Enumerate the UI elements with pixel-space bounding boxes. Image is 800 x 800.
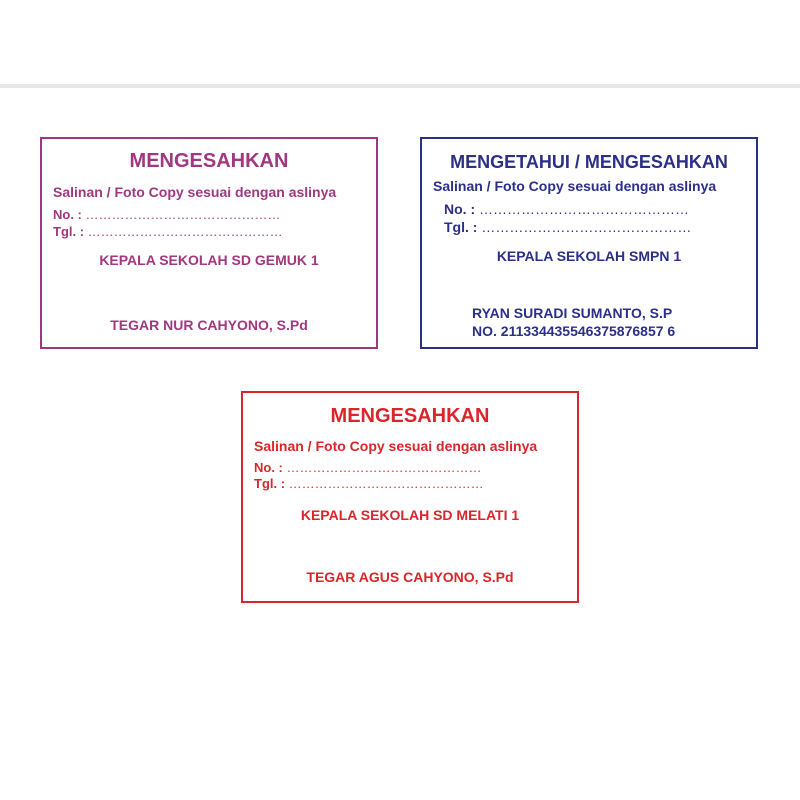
stamp-organization: KEPALA SEKOLAH SD GEMUK 1: [99, 252, 319, 268]
stamp-subtitle: Salinan / Foto Copy sesuai dengan aslinya: [254, 438, 538, 454]
tgl-label: Tgl. :: [254, 476, 289, 491]
stamp-organization: KEPALA SEKOLAH SD MELATI 1: [300, 507, 520, 523]
stamp-title: MENGETAHUI / MENGESAHKAN: [450, 152, 728, 172]
tgl-label: Tgl. :: [53, 224, 88, 239]
stamp-organization: KEPALA SEKOLAH SMPN 1: [496, 248, 682, 264]
no-dots: ………………………………………: [479, 201, 689, 217]
stamp-signer-name: TEGAR AGUS CAHYONO, S.Pd: [306, 569, 514, 585]
stamp-red: [241, 391, 579, 603]
no-label: No. :: [254, 460, 287, 475]
stamp-no-field: [53, 208, 281, 221]
stamp-no-field: [444, 202, 689, 216]
stamp-subtitle: Salinan / Foto Copy sesuai dengan aslinya: [433, 178, 717, 194]
tgl-dots: ………………………………………: [87, 224, 283, 239]
stamp-tgl-field: [254, 477, 484, 490]
tgl-dots: ………………………………………: [481, 219, 692, 235]
stamp-title: MENGESAHKAN: [330, 405, 490, 427]
tgl-label: Tgl. :: [444, 219, 482, 235]
no-dots: ………………………………………: [286, 460, 482, 475]
stamp-signer-number: NO. 211334435546375876857 6: [472, 323, 676, 339]
stamp-signer-name: RYAN SURADI SUMANTO, S.P: [472, 305, 673, 321]
stamp-blue: [420, 137, 758, 349]
tgl-dots: ………………………………………: [288, 476, 484, 491]
stamp-tgl-field: [444, 220, 691, 234]
stamp-tgl-field: [53, 225, 283, 238]
stamp-title: MENGESAHKAN: [129, 150, 289, 172]
stamp-purple: [40, 137, 378, 349]
stamp-no-field: [254, 461, 482, 474]
stamp-signer-name: TEGAR NUR CAHYONO, S.Pd: [110, 317, 308, 333]
no-label: No. :: [444, 201, 479, 217]
no-dots: ………………………………………: [85, 207, 281, 222]
stamp-subtitle: Salinan / Foto Copy sesuai dengan aslinya: [53, 184, 337, 200]
top-divider: [0, 84, 800, 88]
no-label: No. :: [53, 207, 86, 222]
